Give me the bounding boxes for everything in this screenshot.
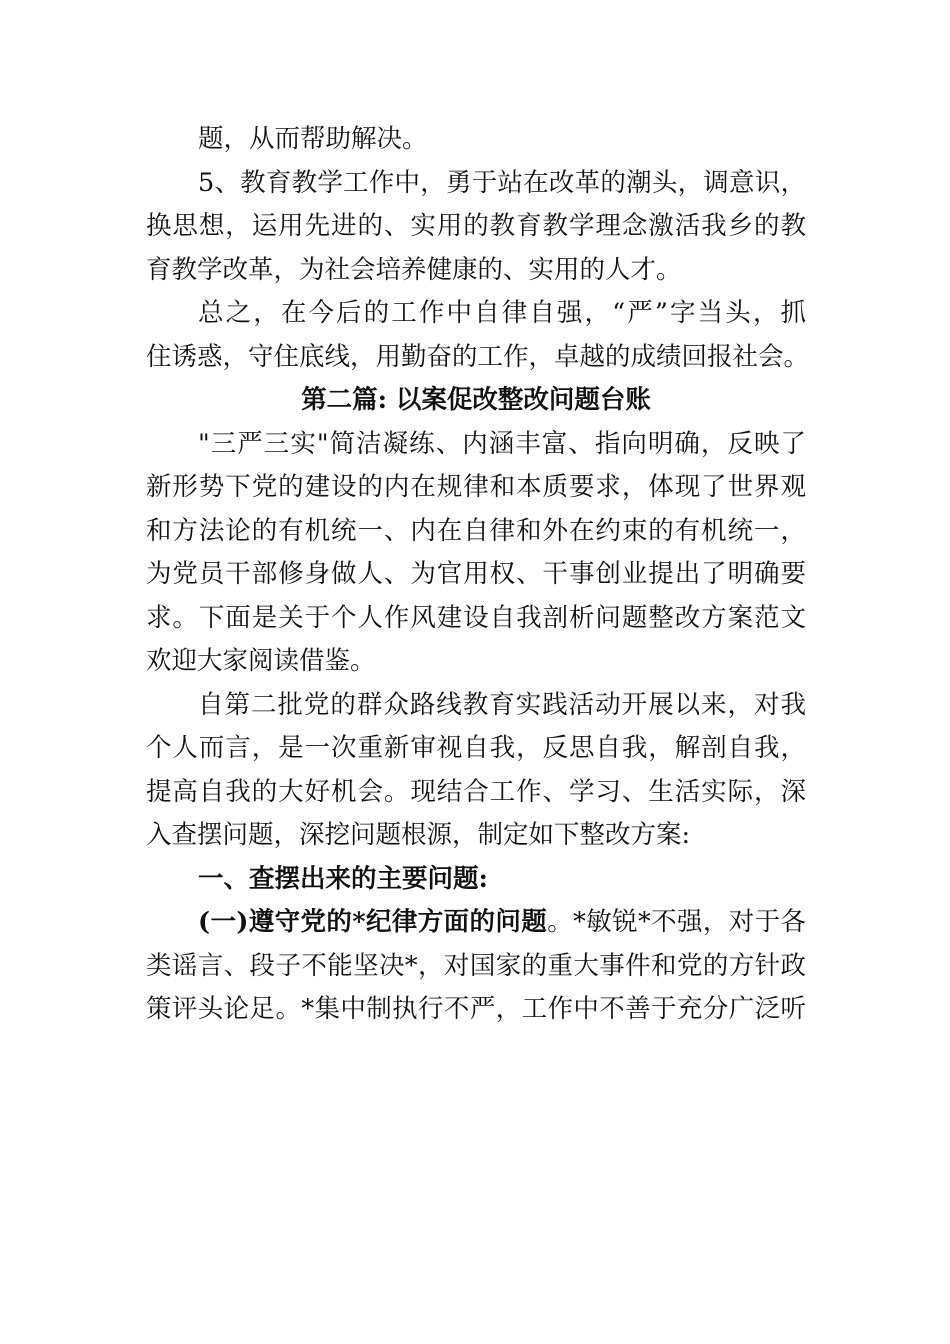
section-title: 第二篇: 以案促改整改问题台账: [301, 385, 651, 415]
text-line: 提高自我的大好机会。现结合工作、学习、生活实际，深: [146, 776, 806, 807]
paragraph-background: [146, 684, 806, 858]
text-line: 策评头论足。*集中制执行不严，工作中不善于充分广泛听: [146, 994, 806, 1024]
text-line: 自第二批党的群众路线教育实践活动开展以来，对我: [198, 689, 806, 720]
text-line: 求。下面是关于个人作风建设自我剖析问题整改方案范文: [146, 602, 806, 633]
text-line: 新形势下党的建设的内在规律和本质要求，体现了世界观: [146, 472, 806, 502]
paragraph-item-5: [146, 162, 806, 293]
text-line: 住诱惑，守住底线，用勤奋的工作，卓越的成绩回报社会。: [146, 341, 810, 372]
paragraph-continuation: 题，从而帮助解决。: [198, 124, 428, 154]
text-line: 入查摆问题，深挖问题根源，制定如下整改方案:: [146, 820, 691, 850]
text-line: 育教学改革，为社会培养健康的、实用的人才。: [146, 254, 682, 285]
paragraph-summary: [146, 292, 810, 379]
text-line: "三严三实"简洁凝练、内涵丰富、指向明确，反映了: [198, 428, 806, 459]
text-line: 换思想，运用先进的、实用的教育教学理念激活我乡的教: [146, 211, 806, 241]
text-line: [146, 901, 806, 945]
text-line: 类谣言、段子不能坚决*，对国家的重大事件和党的方针政: [146, 950, 806, 981]
text-line: 欢迎大家阅读借鉴。: [146, 646, 376, 676]
heading-main-problems: 一、查摆出来的主要问题:: [198, 863, 488, 894]
text-line: 和方法论的有机统一、内在自律和外在约束的有机统一，: [146, 515, 806, 546]
text-line: 5、教育教学工作中，勇于站在改革的潮头，调意识，: [198, 167, 806, 198]
text-line: 个人而言，是一次重新审视自我，反思自我，解剖自我，: [146, 733, 806, 763]
text-span: 。*敏锐*不强，对于各: [547, 907, 806, 937]
document-page: [146, 118, 810, 1032]
text-line: 总之，在今后的工作中自律自强，“严”字当头，抓: [198, 298, 806, 328]
paragraph-intro: [146, 423, 806, 684]
text-line: 为党员干部修身做人、为官用权、干事创业提出了明确要: [146, 559, 806, 589]
paragraph-discipline: [146, 901, 806, 1032]
subheading-discipline: (一)遵守党的*纪律方面的问题: [198, 907, 548, 937]
